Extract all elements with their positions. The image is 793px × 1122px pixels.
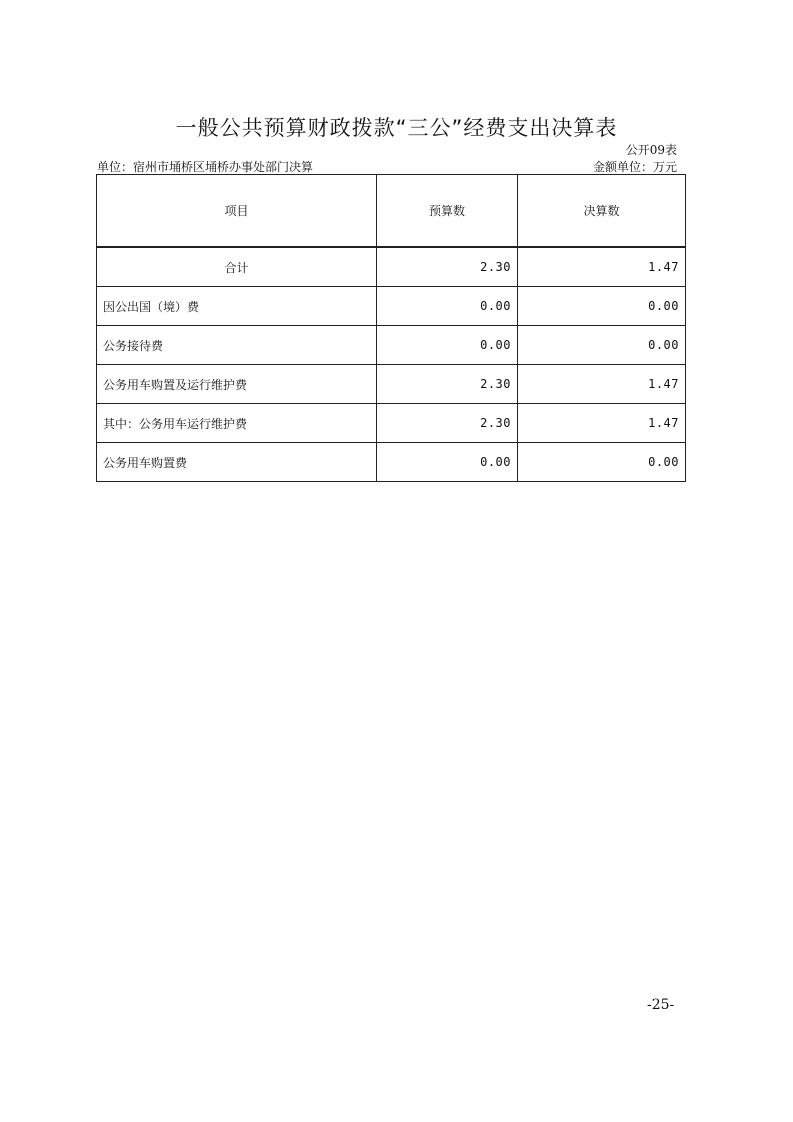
header-budget: 预算数	[377, 175, 518, 248]
row-final: 0.00	[518, 287, 686, 326]
row-final: 0.00	[518, 326, 686, 365]
table-row	[97, 247, 686, 287]
expenditure-table	[96, 174, 686, 482]
row-final: 0.00	[518, 443, 686, 482]
page-title: 一般公共预算财政拨款“三公”经费支出决算表	[175, 116, 618, 140]
row-item: 公务接待费	[97, 326, 377, 365]
table-row	[97, 365, 686, 404]
header-item: 项目	[97, 175, 377, 248]
table-row	[97, 443, 686, 482]
row-item: 公务用车购置及运行维护费	[97, 365, 377, 404]
row-budget: 2.30	[377, 247, 518, 287]
table-row	[97, 287, 686, 326]
row-item-total: 合计	[97, 247, 377, 287]
header-final: 决算数	[518, 175, 686, 248]
row-final: 1.47	[518, 365, 686, 404]
unit-label: 单位：宿州市埇桥区埇桥办事处部门决算	[97, 160, 314, 174]
row-final: 1.47	[518, 247, 686, 287]
row-budget: 0.00	[377, 287, 518, 326]
row-budget: 0.00	[377, 443, 518, 482]
row-budget: 2.30	[377, 365, 518, 404]
row-item: 其中：公务用车运行维护费	[97, 404, 377, 443]
row-item: 因公出国（境）费	[97, 287, 377, 326]
row-budget: 0.00	[377, 326, 518, 365]
row-item: 公务用车购置费	[97, 443, 377, 482]
table-row	[97, 326, 686, 365]
row-final: 1.47	[518, 404, 686, 443]
table-row	[97, 404, 686, 443]
table-header-row	[97, 175, 686, 248]
page-number: -25-	[647, 997, 675, 1013]
form-number: 公开09表	[625, 143, 677, 157]
row-budget: 2.30	[377, 404, 518, 443]
amount-unit-label: 金额单位：万元	[592, 160, 677, 174]
